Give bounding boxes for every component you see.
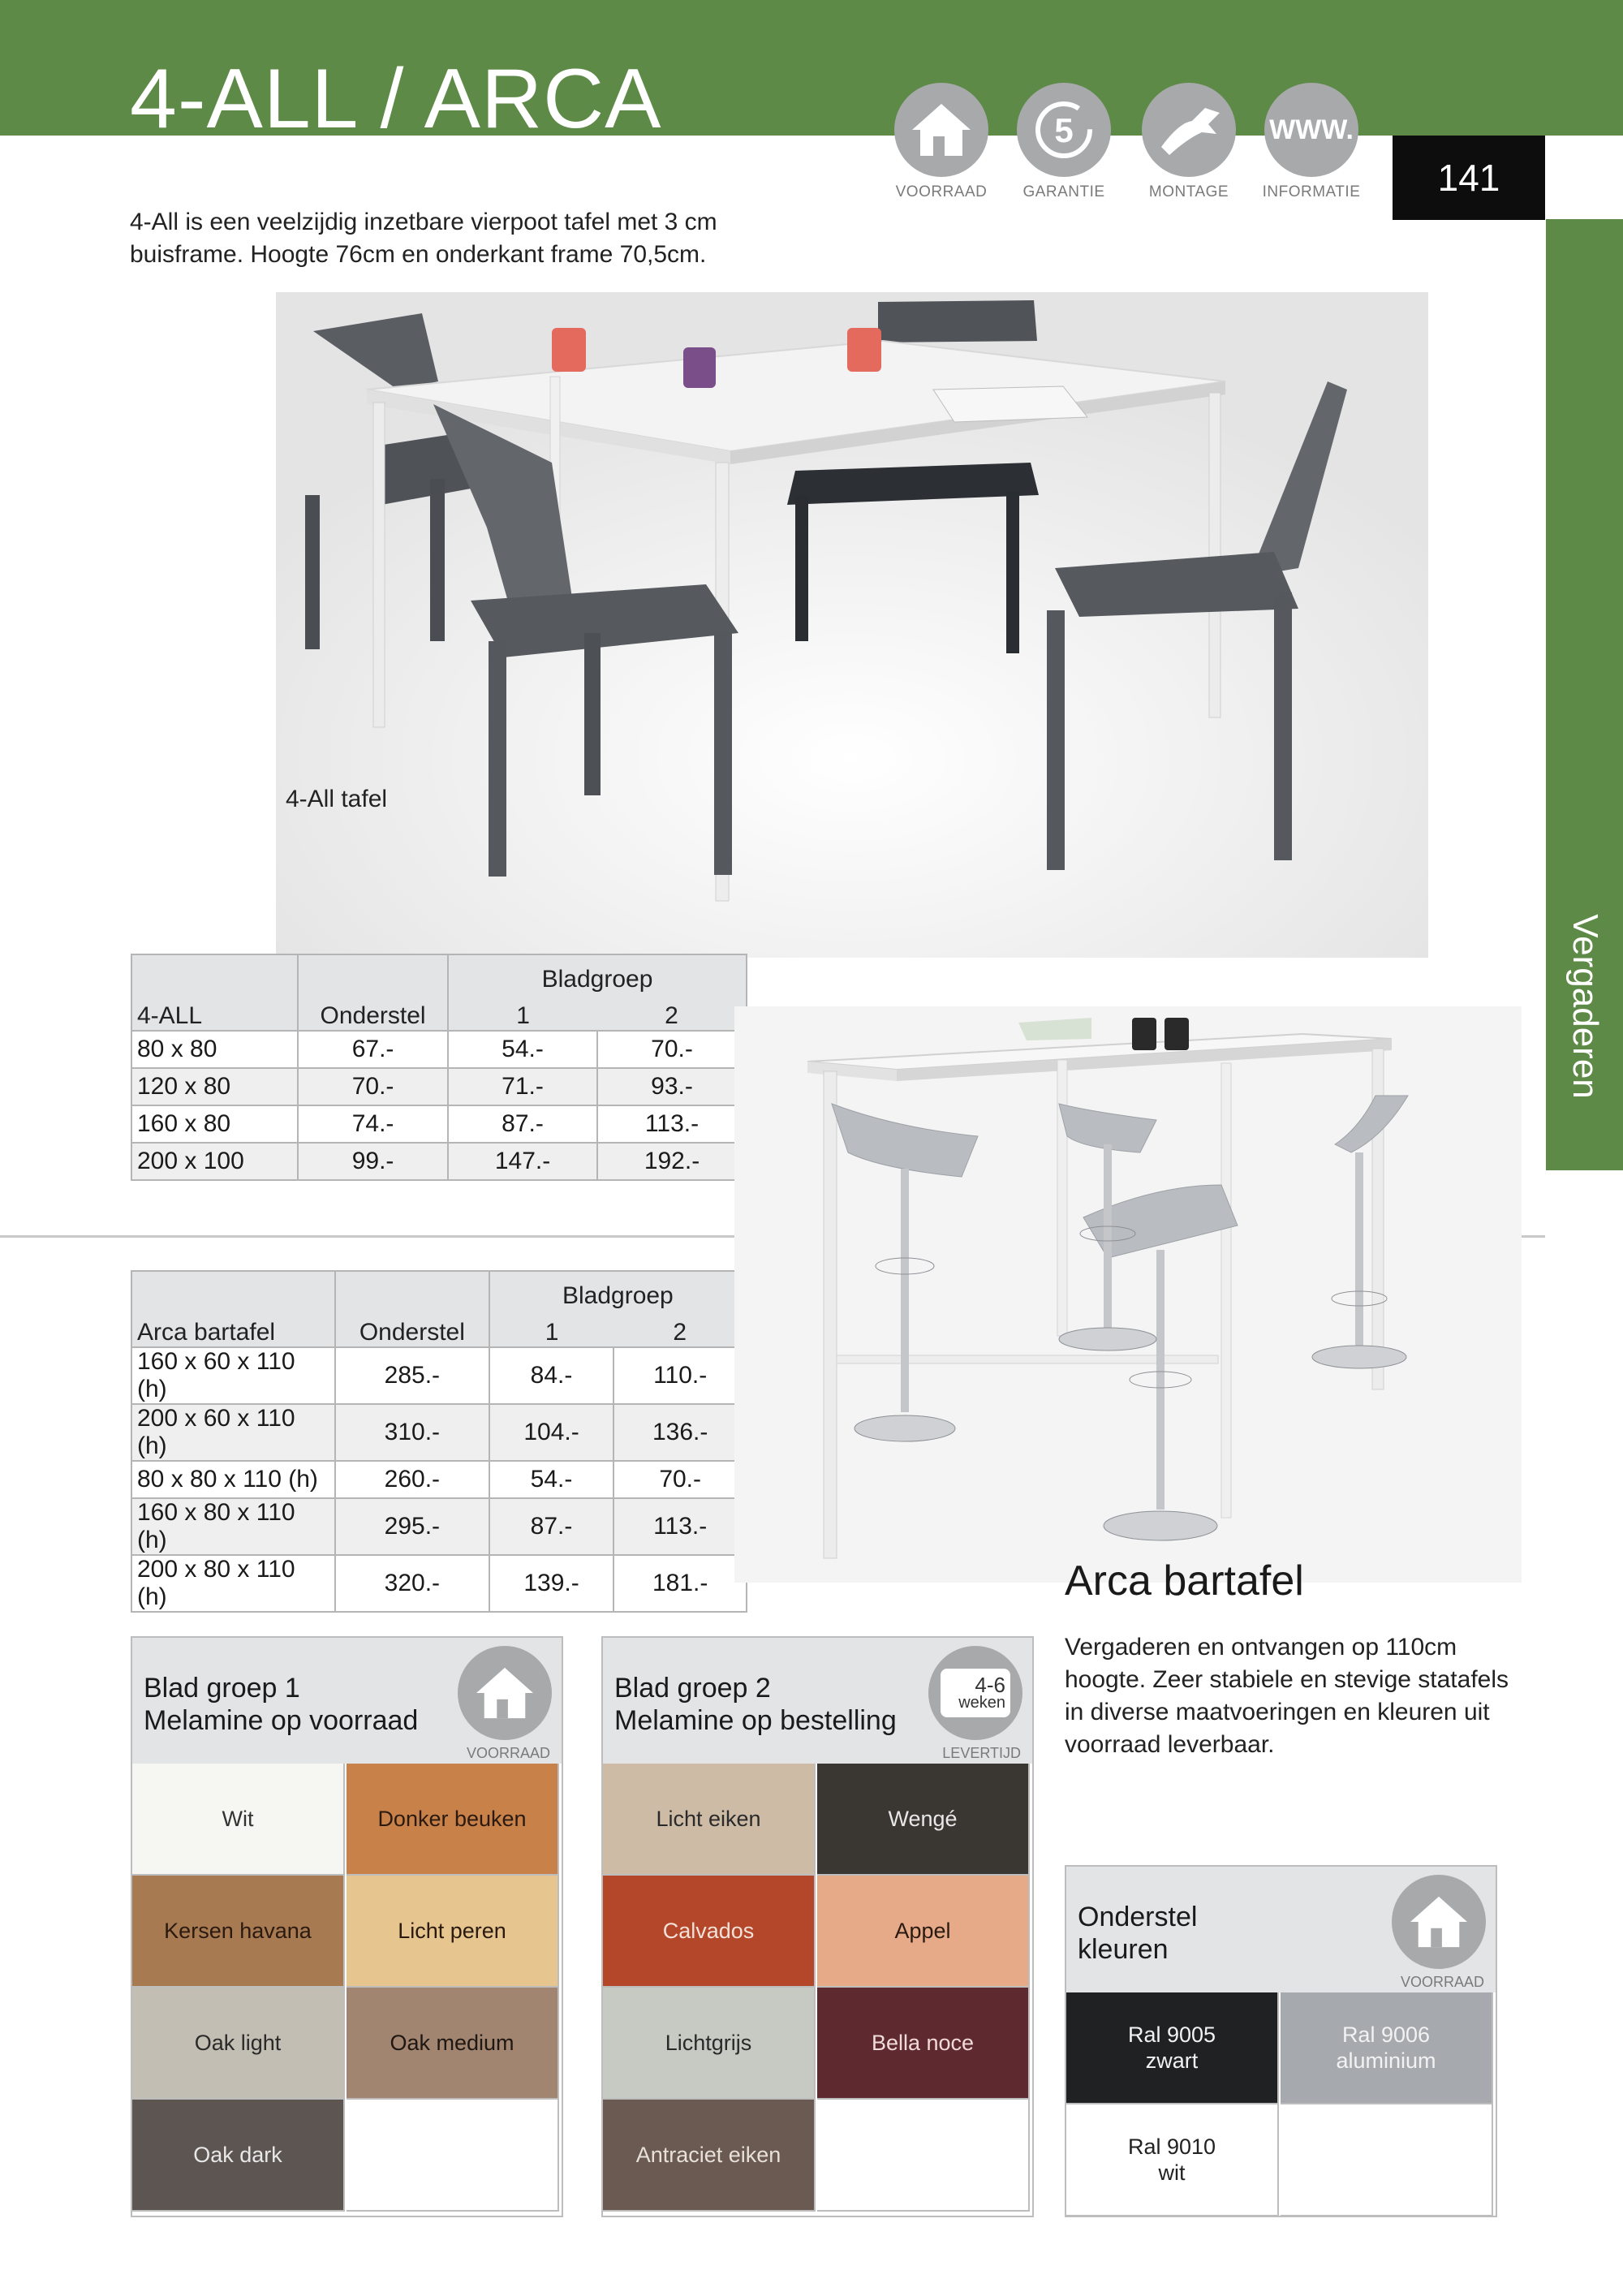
color-swatch (347, 1876, 559, 1988)
4all-table-photo (276, 292, 1428, 958)
color-swatch (817, 1988, 1030, 2100)
table-row (131, 1555, 747, 1612)
swatch-name: Oak medium (390, 2031, 514, 2055)
arca-description: Vergaderen en ontvangen op 110cm hoogte. Zeer stabiele en stevige statafels in diverse maatvoeringen en kleuren uit voorraad leverbaar. (1065, 1634, 1509, 1758)
table-row (131, 1068, 747, 1105)
size-cell: 80 x 80 x 110 (h) (131, 1461, 335, 1498)
stock-icon-group (894, 83, 1006, 201)
svg-text:5: 5 (1054, 111, 1074, 149)
color-swatch (132, 1764, 345, 1876)
price-cell: 113.- (613, 1498, 747, 1555)
price-cell: 99.- (298, 1143, 448, 1180)
table-row (131, 1143, 747, 1180)
size-cell: 160 x 60 x 110 (h) (131, 1347, 335, 1404)
delivery-time-label: LEVERTIJD (942, 1745, 1021, 1761)
color-swatch (1066, 2104, 1279, 2216)
table-row (131, 1105, 747, 1143)
price-cell: 104.- (489, 1404, 614, 1461)
swatch-name: wit (1158, 2160, 1186, 2185)
price-cell: 87.- (489, 1498, 614, 1555)
table-header-group1: 1 (448, 993, 597, 1031)
color-swatch (347, 1764, 559, 1876)
table-header-model: 4-ALL (131, 954, 298, 1031)
size-cell: 120 x 80 (131, 1068, 298, 1105)
table-row (131, 1404, 747, 1461)
empty-swatch (347, 2100, 559, 2212)
page-title: 4-ALL / ARCA (130, 52, 662, 146)
color-swatch (132, 1988, 345, 2100)
stock-label: VOORRAAD (466, 1745, 550, 1761)
price-cell: 87.- (448, 1105, 597, 1143)
size-cell: 200 x 60 x 110 (h) (131, 1404, 335, 1461)
page-number: 141 (1393, 136, 1545, 220)
price-cell: 310.- (335, 1404, 489, 1461)
swatch-name: Appel (894, 1919, 951, 1943)
blad-groep-2-panel (601, 1636, 1034, 2217)
panel-title: Blad groep 2 Melamine op bestelling (614, 1673, 897, 1736)
swatch-name: Licht eiken (656, 1807, 761, 1831)
stock-label: VOORRAAD (1400, 1974, 1484, 1990)
color-swatch (1066, 1992, 1279, 2104)
swatch-name: Wit (222, 1807, 254, 1831)
guarantee-icon-group (1017, 83, 1129, 201)
panel-title: Blad groep 1 Melamine op voorraad (144, 1673, 419, 1736)
price-cell: 147.- (448, 1143, 597, 1180)
house-icon (458, 1646, 552, 1740)
size-cell: 200 x 100 (131, 1143, 298, 1180)
price-cell: 110.- (613, 1347, 747, 1404)
swatch-name: Oak light (194, 2031, 282, 2055)
size-cell: 160 x 80 x 110 (h) (131, 1498, 335, 1555)
photo1-caption: 4-All tafel (286, 786, 388, 812)
size-cell: 160 x 80 (131, 1105, 298, 1143)
swatch-code: Ral 9010 (1127, 2134, 1216, 2159)
intro-text: 4-All is een veelzijdig inzetbare vierpoot tafel met 3 cm buisframe. Hoogte 76cm en onderkant frame 70,5cm. (130, 209, 717, 268)
panel-header (132, 1638, 562, 1764)
price-cell: 54.- (448, 1031, 597, 1068)
color-swatch (347, 1988, 559, 2100)
color-swatch (603, 1764, 816, 1876)
house-icon (1392, 1875, 1486, 1969)
price-table-arca (131, 1270, 747, 1613)
price-table-4all (131, 954, 747, 1181)
swatch-code: Ral 9005 (1127, 2022, 1216, 2047)
swatch-name: zwart (1145, 2048, 1199, 2073)
price-cell: 70.- (597, 1031, 747, 1068)
table-header-frame: Onderstel (298, 954, 448, 1031)
color-swatch (132, 1876, 345, 1988)
guarantee-label: GARANTIE (1022, 183, 1105, 200)
price-cell: 136.- (613, 1404, 747, 1461)
stock-label: VOORRAAD (895, 183, 988, 200)
price-cell: 139.- (489, 1555, 614, 1612)
price-cell: 54.- (489, 1461, 614, 1498)
table-header-frame: Onderstel (335, 1271, 489, 1347)
swatch-name: aluminium (1336, 2048, 1436, 2073)
panel-header (1066, 1867, 1496, 1992)
wrench-icon (1142, 83, 1236, 177)
color-swatch (1281, 1992, 1493, 2104)
price-cell: 285.- (335, 1347, 489, 1404)
price-cell: 70.- (613, 1461, 747, 1498)
table-header-group: Bladgroep (448, 954, 747, 993)
price-cell: 93.- (597, 1068, 747, 1105)
price-cell: 67.- (298, 1031, 448, 1068)
size-cell: 80 x 80 (131, 1031, 298, 1068)
color-swatch (603, 1876, 816, 1988)
panel-header (603, 1638, 1032, 1764)
blad-groep-1-panel (131, 1636, 563, 2217)
table-row (131, 1031, 747, 1068)
price-cell: 71.- (448, 1068, 597, 1105)
color-swatch (132, 2100, 345, 2212)
panel-title: Onderstel kleuren (1078, 1902, 1198, 1965)
info-icon-group (1264, 83, 1376, 201)
swatch-name: Calvados (662, 1919, 755, 1943)
empty-swatch (1281, 2104, 1493, 2216)
table-row (131, 1347, 747, 1404)
color-swatch (817, 1876, 1030, 1988)
onderstel-panel (1065, 1865, 1497, 2217)
house-icon (894, 83, 988, 177)
price-cell: 260.- (335, 1461, 489, 1498)
price-cell: 192.- (597, 1143, 747, 1180)
www-icon: WWW. (1264, 83, 1358, 177)
table-row (131, 1498, 747, 1555)
color-swatch (817, 1764, 1030, 1876)
swatch-name: Bella noce (871, 2031, 975, 2055)
size-cell: 200 x 80 x 110 (h) (131, 1555, 335, 1612)
price-cell: 295.- (335, 1498, 489, 1555)
table-header-group2: 2 (597, 993, 747, 1031)
price-cell: 70.- (298, 1068, 448, 1105)
swatch-name: Lichtgrijs (665, 2031, 752, 2055)
price-cell: 84.- (489, 1347, 614, 1404)
table-row (131, 1461, 747, 1498)
arca-title: Arca bartafel (1065, 1557, 1304, 1605)
swatch-name: Wengé (888, 1807, 958, 1831)
table-header-group: Bladgroep (489, 1271, 747, 1310)
swatch-name: Antraciet eiken (635, 2143, 781, 2167)
assembly-label: MONTAGE (1148, 183, 1229, 200)
color-swatch (603, 1988, 816, 2100)
arca-bartable-photo (734, 1006, 1522, 1583)
swatch-name: Donker beuken (377, 1807, 527, 1831)
info-label: INFORMATIE (1262, 183, 1361, 200)
price-cell: 181.- (613, 1555, 747, 1612)
swatch-code: Ral 9006 (1341, 2022, 1431, 2047)
table-header-group1: 1 (489, 1310, 614, 1347)
assembly-icon-group (1142, 83, 1254, 201)
empty-swatch (817, 2100, 1030, 2212)
side-label: Vergaderen (1565, 914, 1605, 1099)
swatch-name: Oak dark (193, 2143, 282, 2167)
delivery-time-icon: 4-6 weken (928, 1646, 1022, 1740)
swatch-name: Licht peren (398, 1919, 506, 1943)
five-year-guarantee-icon (1017, 83, 1111, 177)
price-cell: 113.- (597, 1105, 747, 1143)
price-cell: 320.- (335, 1555, 489, 1612)
table-header-model: Arca bartafel (131, 1271, 335, 1347)
price-cell: 74.- (298, 1105, 448, 1143)
swatch-name: Kersen havana (164, 1919, 312, 1943)
color-swatch (603, 2100, 816, 2212)
table-header-group2: 2 (613, 1310, 747, 1347)
